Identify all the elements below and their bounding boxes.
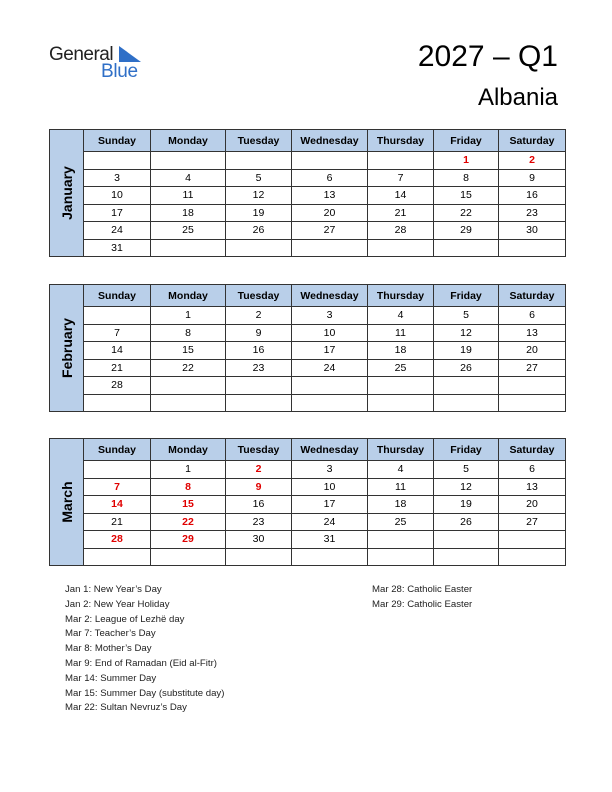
day-cell: 23	[499, 204, 566, 222]
day-cell: 21	[368, 204, 434, 222]
day-cell	[226, 239, 292, 257]
day-cell	[434, 531, 499, 549]
day-cell	[84, 307, 151, 325]
week-row	[50, 204, 566, 222]
weekday-header: Monday	[151, 130, 226, 152]
day-cell	[368, 239, 434, 257]
month-name: February	[58, 318, 75, 378]
week-row	[50, 478, 566, 496]
day-cell	[84, 548, 151, 566]
day-cell: 30	[226, 531, 292, 549]
week-row	[50, 461, 566, 479]
week-row	[50, 531, 566, 549]
weekday-header: Thursday	[368, 439, 434, 461]
weekday-header: Saturday	[499, 439, 566, 461]
day-cell: 6	[499, 461, 566, 479]
day-cell: 4	[151, 169, 226, 187]
page-title: 2027 – Q1	[417, 40, 558, 73]
day-cell: 14	[84, 342, 151, 360]
day-cell: 5	[434, 307, 499, 325]
week-row	[50, 342, 566, 360]
holiday-item: Jan 2: New Year Holiday	[65, 598, 170, 610]
day-cell	[499, 239, 566, 257]
weekday-header: Tuesday	[226, 285, 292, 307]
day-cell	[151, 548, 226, 566]
weekday-header: Monday	[151, 439, 226, 461]
day-cell: 17	[292, 496, 368, 514]
day-cell	[151, 377, 226, 395]
day-cell: 19	[226, 204, 292, 222]
brand-blue: Blue	[101, 61, 138, 82]
day-cell: 1	[151, 307, 226, 325]
day-cell: 18	[151, 204, 226, 222]
day-cell	[226, 548, 292, 566]
day-cell: 18	[368, 342, 434, 360]
holiday-item: Mar 22: Sultan Nevruz’s Day	[65, 702, 187, 714]
day-cell	[434, 548, 499, 566]
day-cell: 10	[84, 187, 151, 205]
day-cell: 27	[292, 222, 368, 240]
day-cell: 13	[499, 324, 566, 342]
day-cell: 3	[292, 461, 368, 479]
day-cell: 20	[499, 342, 566, 360]
day-cell: 12	[434, 324, 499, 342]
brand-logo	[49, 44, 149, 84]
day-cell: 31	[84, 239, 151, 257]
weekday-header: Thursday	[368, 130, 434, 152]
day-cell: 13	[499, 478, 566, 496]
weekday-header: Friday	[434, 285, 499, 307]
day-cell	[226, 377, 292, 395]
day-cell: 19	[434, 342, 499, 360]
day-cell	[84, 461, 151, 479]
week-row	[50, 307, 566, 325]
weekday-header: Sunday	[84, 130, 151, 152]
holiday-item: Mar 9: End of Ramadan (Eid al-Fitr)	[65, 657, 217, 669]
day-cell: 9	[226, 478, 292, 496]
week-row	[50, 548, 566, 566]
day-cell	[368, 548, 434, 566]
day-cell: 26	[434, 359, 499, 377]
day-cell	[84, 152, 151, 170]
week-row	[50, 324, 566, 342]
day-cell: 2	[226, 461, 292, 479]
weekday-header: Thursday	[368, 285, 434, 307]
day-cell: 7	[368, 169, 434, 187]
day-cell: 14	[368, 187, 434, 205]
holiday-item: Mar 15: Summer Day (substitute day)	[65, 687, 225, 699]
day-cell: 6	[499, 307, 566, 325]
day-cell	[151, 394, 226, 412]
day-cell: 29	[151, 531, 226, 549]
day-cell: 1	[434, 152, 499, 170]
day-cell: 17	[292, 342, 368, 360]
day-cell: 12	[434, 478, 499, 496]
day-cell	[434, 239, 499, 257]
day-cell	[499, 531, 566, 549]
day-cell: 22	[434, 204, 499, 222]
day-cell: 8	[151, 324, 226, 342]
day-cell: 8	[434, 169, 499, 187]
weekday-header: Wednesday	[292, 285, 368, 307]
day-cell: 17	[84, 204, 151, 222]
month-name: January	[58, 166, 75, 220]
day-cell	[292, 548, 368, 566]
week-row	[50, 377, 566, 395]
weekday-header: Saturday	[499, 130, 566, 152]
day-cell: 5	[226, 169, 292, 187]
day-cell: 30	[499, 222, 566, 240]
day-cell: 8	[151, 478, 226, 496]
holiday-item: Jan 1: New Year’s Day	[65, 584, 162, 595]
day-cell	[226, 394, 292, 412]
day-cell	[226, 152, 292, 170]
brand-general: General	[49, 44, 114, 65]
weekday-header: Friday	[434, 439, 499, 461]
day-cell	[292, 377, 368, 395]
day-cell: 15	[434, 187, 499, 205]
holiday-item: Mar 14: Summer Day	[65, 672, 157, 684]
day-cell: 2	[499, 152, 566, 170]
day-cell	[368, 531, 434, 549]
weekday-header: Tuesday	[226, 130, 292, 152]
week-row	[50, 359, 566, 377]
holiday-item: Mar 29: Catholic Easter	[372, 598, 473, 610]
day-cell: 16	[226, 342, 292, 360]
week-row	[50, 496, 566, 514]
weekday-header: Friday	[434, 130, 499, 152]
day-cell: 20	[292, 204, 368, 222]
weekday-header: Tuesday	[226, 439, 292, 461]
day-cell: 2	[226, 307, 292, 325]
day-cell: 15	[151, 496, 226, 514]
day-cell: 10	[292, 324, 368, 342]
day-cell: 16	[499, 187, 566, 205]
weekday-header: Monday	[151, 285, 226, 307]
day-cell: 24	[292, 513, 368, 531]
day-cell: 25	[368, 513, 434, 531]
day-cell: 28	[84, 531, 151, 549]
weekday-header: Sunday	[84, 439, 151, 461]
day-cell: 22	[151, 359, 226, 377]
day-cell: 7	[84, 478, 151, 496]
holiday-item: Mar 28: Catholic Easter	[372, 584, 473, 595]
day-cell: 6	[292, 169, 368, 187]
day-cell: 23	[226, 513, 292, 531]
day-cell	[499, 394, 566, 412]
month-label	[50, 130, 84, 257]
day-cell	[499, 548, 566, 566]
day-cell: 19	[434, 496, 499, 514]
day-cell: 23	[226, 359, 292, 377]
week-row	[50, 169, 566, 187]
day-cell: 11	[368, 324, 434, 342]
month-name: March	[58, 481, 75, 523]
holiday-item: Mar 7: Teacher’s Day	[65, 628, 156, 640]
day-cell: 25	[151, 222, 226, 240]
month-label	[50, 439, 84, 566]
week-row	[50, 394, 566, 412]
day-cell	[368, 377, 434, 395]
day-cell: 21	[84, 513, 151, 531]
day-cell: 5	[434, 461, 499, 479]
month-label	[50, 285, 84, 412]
week-row	[50, 513, 566, 531]
day-cell: 9	[499, 169, 566, 187]
week-row	[50, 187, 566, 205]
weekday-header: Wednesday	[292, 439, 368, 461]
day-cell: 28	[368, 222, 434, 240]
day-cell: 3	[84, 169, 151, 187]
day-cell	[434, 394, 499, 412]
week-row	[50, 152, 566, 170]
day-cell: 1	[151, 461, 226, 479]
day-cell: 22	[151, 513, 226, 531]
day-cell	[292, 394, 368, 412]
country-name: Albania	[477, 84, 558, 111]
day-cell: 26	[226, 222, 292, 240]
day-cell: 31	[292, 531, 368, 549]
weekday-header: Wednesday	[292, 130, 368, 152]
weekday-header: Sunday	[84, 285, 151, 307]
day-cell	[292, 239, 368, 257]
day-cell: 4	[368, 461, 434, 479]
day-cell: 11	[151, 187, 226, 205]
day-cell: 29	[434, 222, 499, 240]
day-cell	[84, 394, 151, 412]
day-cell: 7	[84, 324, 151, 342]
day-cell: 21	[84, 359, 151, 377]
day-cell: 28	[84, 377, 151, 395]
day-cell: 3	[292, 307, 368, 325]
day-cell: 4	[368, 307, 434, 325]
holiday-item: Mar 8: Mother’s Day	[65, 643, 152, 655]
day-cell	[292, 152, 368, 170]
month-table-february	[49, 284, 566, 412]
day-cell: 18	[368, 496, 434, 514]
day-cell: 11	[368, 478, 434, 496]
weekday-header: Saturday	[499, 285, 566, 307]
day-cell: 15	[151, 342, 226, 360]
day-cell: 24	[84, 222, 151, 240]
day-cell: 26	[434, 513, 499, 531]
day-cell: 25	[368, 359, 434, 377]
day-cell: 20	[499, 496, 566, 514]
day-cell: 27	[499, 513, 566, 531]
day-cell: 16	[226, 496, 292, 514]
holiday-list-left	[65, 583, 224, 716]
day-cell: 9	[226, 324, 292, 342]
logo-flag-icon	[119, 46, 141, 62]
holiday-list-right	[372, 583, 472, 613]
day-cell: 12	[226, 187, 292, 205]
day-cell: 24	[292, 359, 368, 377]
month-table-january	[49, 129, 566, 257]
day-cell	[434, 377, 499, 395]
holiday-item: Mar 2: League of Lezhë day	[65, 613, 185, 625]
day-cell	[151, 239, 226, 257]
week-row	[50, 239, 566, 257]
day-cell: 10	[292, 478, 368, 496]
day-cell: 13	[292, 187, 368, 205]
month-table-march	[49, 438, 566, 566]
day-cell: 14	[84, 496, 151, 514]
day-cell	[368, 152, 434, 170]
day-cell	[151, 152, 226, 170]
day-cell	[499, 377, 566, 395]
week-row	[50, 222, 566, 240]
day-cell: 27	[499, 359, 566, 377]
day-cell	[368, 394, 434, 412]
